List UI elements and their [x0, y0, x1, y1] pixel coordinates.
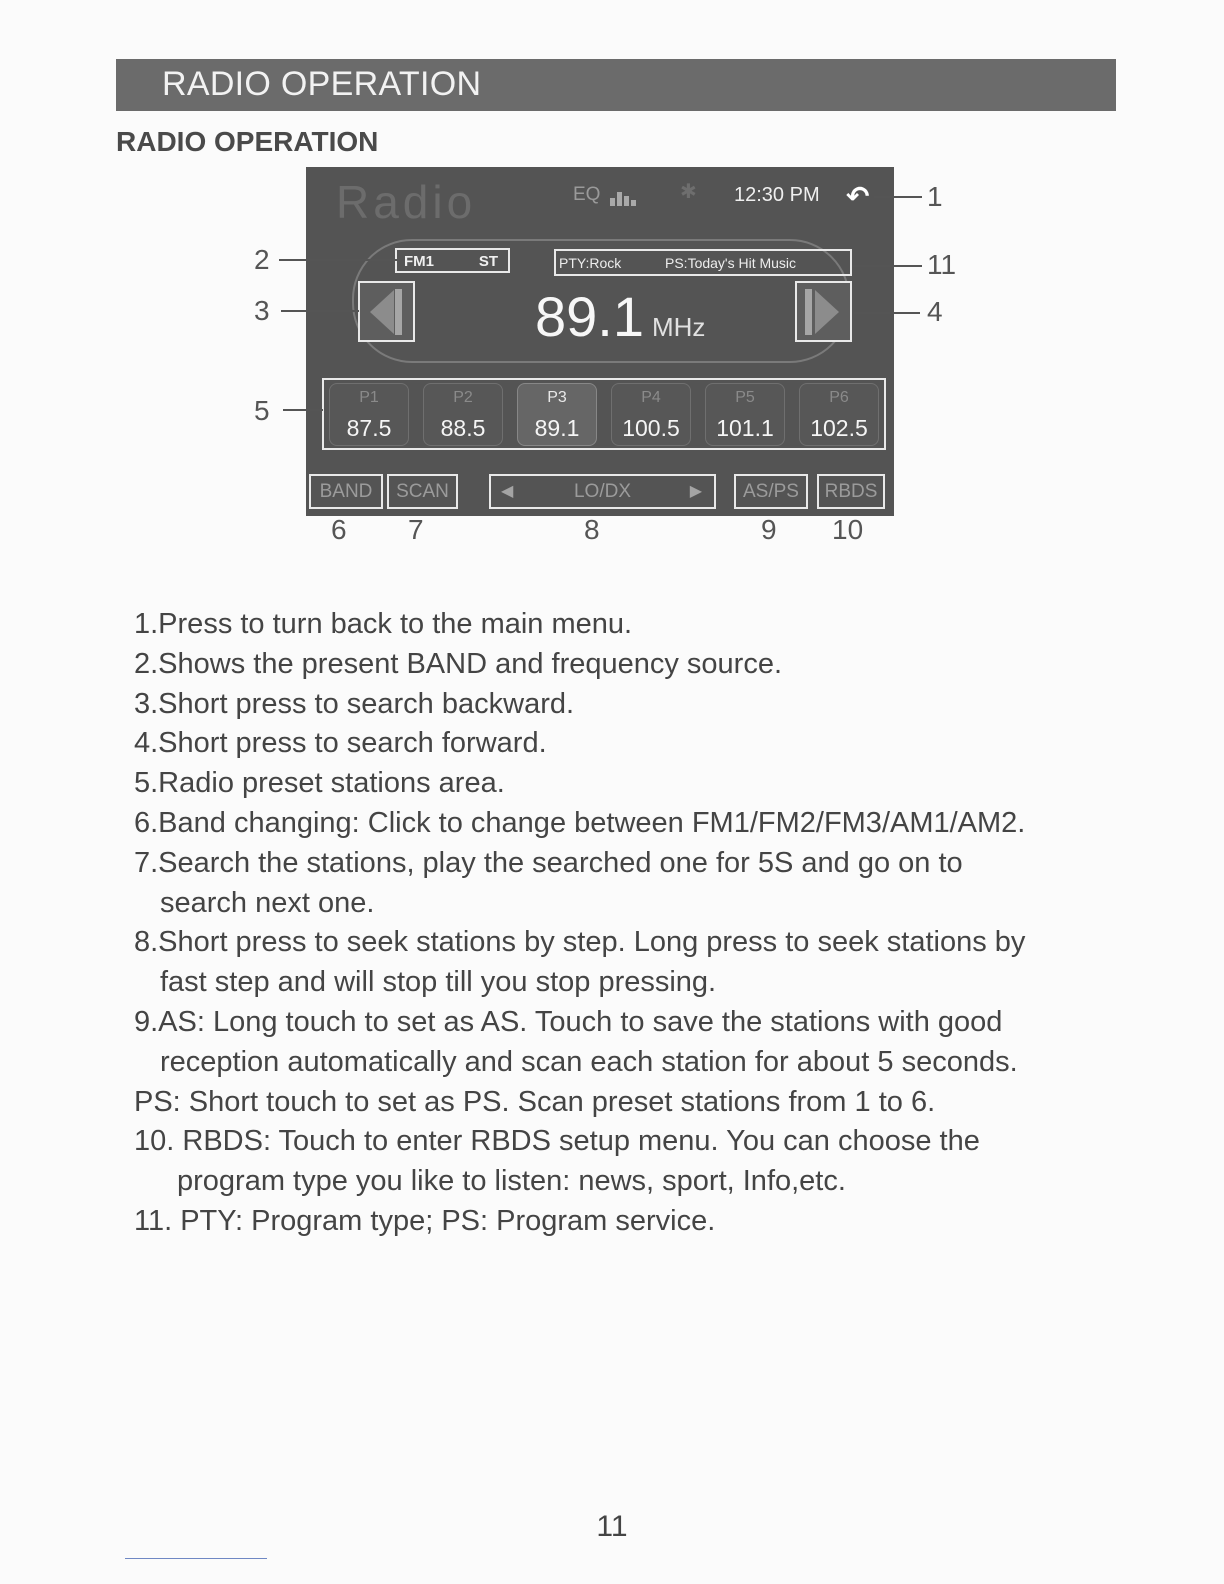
- frequency-display: [535, 284, 705, 349]
- preset-button-5[interactable]: [705, 383, 785, 446]
- instruction-line: 2.Shows the present BAND and frequency source.: [134, 647, 783, 680]
- next-arrow-icon: [815, 290, 839, 334]
- prev-bar-icon: [395, 289, 402, 335]
- preset-label: P1: [359, 389, 379, 406]
- seek-forward-button[interactable]: [795, 281, 852, 342]
- scan-button[interactable]: SCAN: [387, 474, 458, 509]
- seek-backward-button[interactable]: [358, 281, 415, 342]
- rds-info: [554, 249, 852, 276]
- next-bar-icon: [805, 289, 812, 335]
- rbds-button[interactable]: RBDS: [817, 474, 885, 509]
- preset-button-2[interactable]: [423, 383, 503, 446]
- callout-1: 1: [927, 181, 943, 212]
- instruction-line: fast step and will stop till you stop pressing.: [160, 966, 717, 999]
- preset-frequency: 101.1: [716, 415, 774, 441]
- bluetooth-icon: ✱: [680, 181, 697, 203]
- callout-line-11: [852, 265, 922, 267]
- band-button[interactable]: BAND: [309, 474, 383, 509]
- preset-label: P6: [829, 389, 849, 406]
- band-label: FM1: [404, 253, 434, 270]
- stereo-label: ST: [478, 253, 498, 270]
- right-arrow-icon[interactable]: ▶: [689, 483, 702, 500]
- instruction-line: 7.Search the stations, play the searched one for 5S and go on to: [134, 846, 963, 879]
- instruction-list: [134, 605, 1114, 1242]
- radio-screen: [306, 167, 894, 516]
- footer-divider: [125, 1558, 267, 1559]
- callout-2: 2: [254, 244, 270, 275]
- instruction-line: 11. PTY: Program type; PS: Program service.: [134, 1204, 716, 1237]
- instruction-line: 3.Short press to search backward.: [134, 687, 575, 720]
- callout-6: 6: [331, 514, 347, 545]
- callout-11: 11: [927, 249, 957, 280]
- instruction-line: 10. RBDS: Touch to enter RBDS setup menu. You can choose the: [134, 1125, 980, 1158]
- frequency-value: 89.1: [535, 285, 644, 348]
- preset-frequency: 88.5: [440, 415, 486, 441]
- instruction-line: search next one.: [160, 886, 375, 919]
- instruction-line: 6.Band changing: Click to change between FM1/FM2/FM3/AM1/AM2.: [134, 806, 1026, 839]
- preset-label: P5: [735, 389, 755, 406]
- ps-label: PS:Today's Hit Music: [665, 255, 797, 271]
- section-banner: [116, 59, 1116, 111]
- callout-4: 4: [927, 296, 943, 327]
- callout-line-5: [283, 409, 323, 411]
- preset-button-3[interactable]: [517, 383, 597, 446]
- instruction-line: reception automatically and scan each station for about 5 seconds.: [160, 1045, 1018, 1078]
- preset-label: P4: [641, 389, 661, 406]
- preset-frequency: 87.5: [346, 415, 392, 441]
- preset-area: [322, 378, 886, 450]
- preset-frequency: 89.1: [534, 415, 580, 441]
- callout-line-4: [854, 312, 920, 314]
- frequency-unit: MHz: [652, 312, 706, 342]
- section-title: RADIO OPERATION: [116, 126, 379, 157]
- callout-line-1: [874, 196, 922, 198]
- instruction-line: program type you like to listen: news, sport, Info,etc.: [177, 1165, 846, 1198]
- eq-button[interactable]: [573, 184, 638, 206]
- callout-10: 10: [832, 514, 864, 545]
- banner-title: RADIO OPERATION: [162, 65, 482, 103]
- lodx-button[interactable]: [489, 474, 716, 509]
- callout-8: 8: [584, 514, 600, 545]
- callout-7: 7: [408, 514, 424, 545]
- lodx-label: LO/DX: [573, 481, 632, 502]
- left-arrow-icon[interactable]: ◀: [501, 483, 514, 500]
- instruction-line: 8.Short press to seek stations by step. Long press to seek stations by: [134, 926, 1026, 959]
- screen-title: Radio: [336, 176, 477, 228]
- clock: 12:30 PM: [734, 184, 820, 206]
- callout-5: 5: [254, 395, 270, 426]
- callout-3: 3: [254, 295, 270, 326]
- preset-button-4[interactable]: [611, 383, 691, 446]
- preset-frequency: 100.5: [622, 415, 680, 441]
- prev-arrow-icon: [370, 290, 394, 334]
- callout-9: 9: [761, 514, 777, 545]
- instruction-line: 1.Press to turn back to the main menu.: [134, 608, 633, 640]
- eq-label: EQ: [573, 184, 601, 206]
- pty-label: PTY:Rock: [559, 255, 622, 271]
- callout-line-3: [281, 310, 359, 312]
- instruction-line: 4.Short press to search forward.: [134, 727, 547, 760]
- band-indicator: [395, 248, 510, 273]
- preset-button-6[interactable]: [799, 383, 879, 446]
- page-number: 11: [596, 1510, 628, 1543]
- equalizer-icon: [610, 184, 638, 206]
- preset-frequency: 102.5: [810, 415, 868, 441]
- preset-label: P2: [453, 389, 473, 406]
- callout-line-2: [279, 259, 397, 261]
- instruction-line: PS: Short touch to set as PS. Scan preset stations from 1 to 6.: [134, 1085, 936, 1118]
- instruction-line: 9.AS: Long touch to set as AS. Touch to save the stations with good: [134, 1005, 1003, 1038]
- preset-button-1[interactable]: [329, 383, 409, 446]
- asps-button[interactable]: AS/PS: [734, 474, 808, 509]
- instruction-line: 5.Radio preset stations area.: [134, 767, 505, 800]
- preset-label: P3: [547, 389, 567, 406]
- back-icon[interactable]: ↶: [846, 181, 870, 212]
